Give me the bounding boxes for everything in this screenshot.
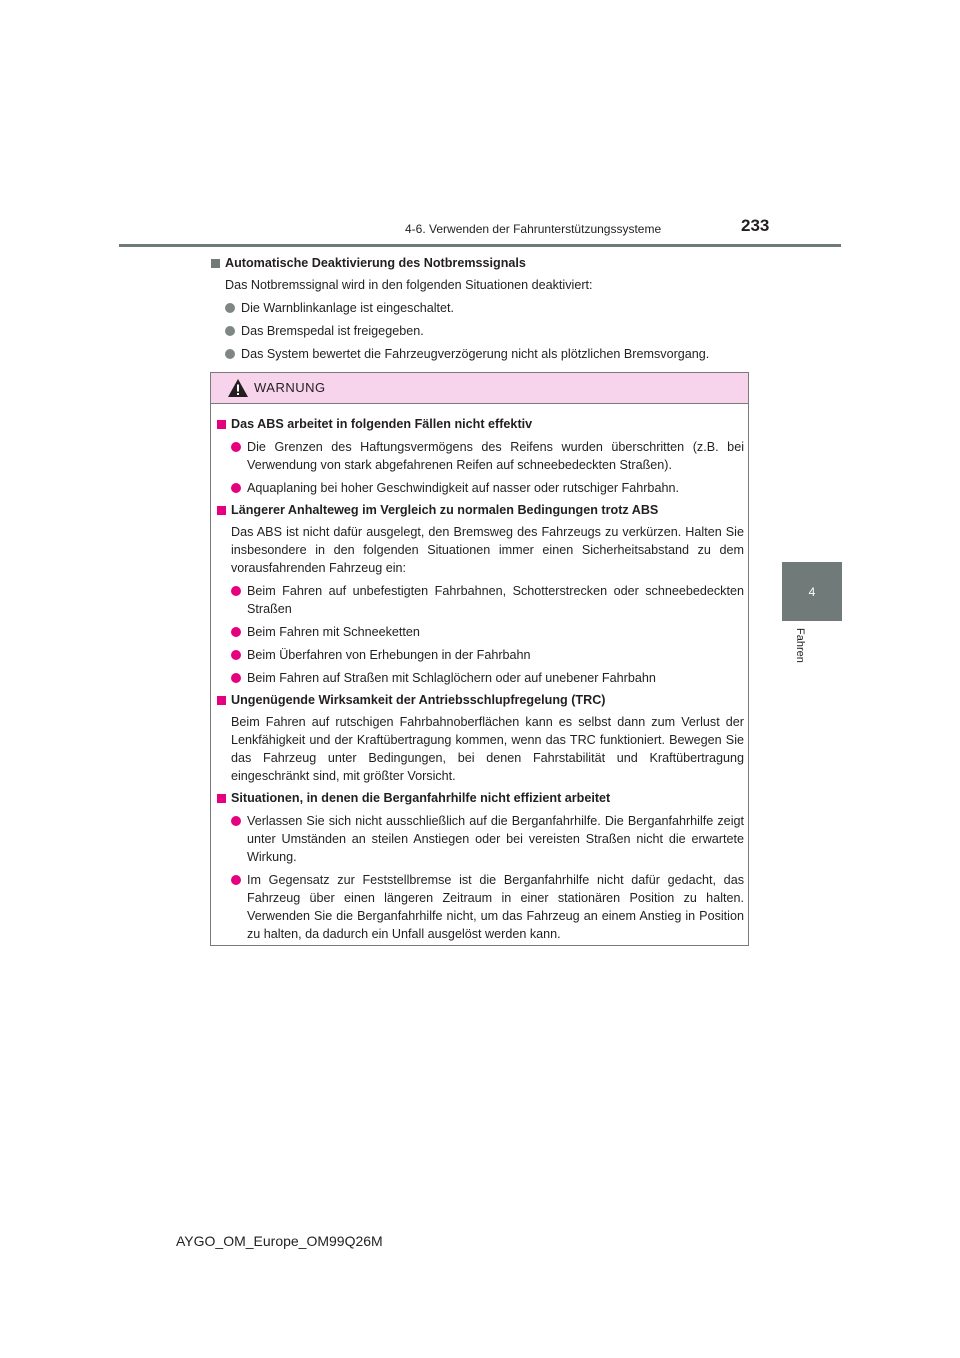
section-title: 4-6. Verwenden der Fahrunterstützungssysteme — [405, 222, 662, 236]
main-content — [211, 255, 751, 363]
section-heading: Automatische Deaktivierung des Notbremssignals — [211, 255, 751, 272]
chapter-tab[interactable] — [782, 562, 842, 621]
warning-header — [211, 373, 748, 404]
warning-heading: Situationen, in denen die Berganfahrhilfe nicht effizient arbeitet — [217, 790, 744, 807]
warning-text: Beim Fahren auf rutschigen Fahrbahnoberflächen kann es selbst dann zum Verlust der Lenkfähigkeit und der Kraftübertragung kommen, wenn das TRC funktioniert. Bewegen Sie das Fahrzeug unter Bedingungen, bei denen Fahrstabilität und Kraftübertragung eingeschränkt sind, mit größter Vorsicht. — [231, 715, 744, 783]
warning-triangle-icon — [227, 378, 249, 398]
list-item: Beim Überfahren von Erhebungen in der Fahrbahn — [217, 646, 744, 664]
document-id: AYGO_OM_Europe_OM99Q26M — [176, 1233, 383, 1249]
chapter-number: 4 — [808, 584, 816, 599]
list-item: Aquaplaning bei hoher Geschwindigkeit auf nasser oder rutschiger Fahrbahn. — [217, 479, 744, 497]
warning-heading: Ungenügende Wirksamkeit der Antriebsschlupfregelung (TRC) — [217, 692, 744, 709]
list-item: Beim Fahren auf unbefestigten Fahrbahnen, Schotterstrecken oder schneebedeckten Straßen — [217, 582, 744, 618]
list-item: Beim Fahren auf Straßen mit Schlaglöchern oder auf unebener Fahrbahn — [217, 669, 744, 687]
warning-heading: Das ABS arbeitet in folgenden Fällen nicht effektiv — [217, 416, 744, 433]
list-item: Verlassen Sie sich nicht ausschließlich auf die Berganfahrhilfe. Die Berganfahrhilfe zeigt unter Umständen an steilen Anstiegen oder bei vereisten Straßen nicht die erwartete Wirkung. — [217, 812, 744, 866]
list-item: Beim Fahren mit Schneeketten — [217, 623, 744, 641]
list-item: Das Bremspedal ist freigegeben. — [211, 322, 751, 340]
warning-title: WARNUNG — [254, 380, 326, 395]
warning-body — [217, 416, 744, 943]
chapter-label: Fahren — [794, 628, 806, 663]
list-item: Das System bewertet die Fahrzeugverzögerung nicht als plötzlichen Bremsvorgang. — [211, 345, 751, 363]
list-item: Die Warnblinkanlage ist eingeschaltet. — [211, 299, 751, 317]
warning-text: Das ABS ist nicht dafür ausgelegt, den Bremsweg des Fahrzeugs zu verkürzen. Halten Sie insbesondere in den folgenden Situationen immer einen Sicherheitsabstand zu dem vorausfahrenden Fahrzeug ein: — [231, 525, 744, 575]
list-item: Im Gegensatz zur Feststellbremse ist die Berganfahrhilfe nicht dafür gedacht, das Fahrzeug über einen längeren Zeitraum in einer stationären Position zu halten. Verwenden Sie die Berganfahrhilfe nicht, um das Fahrzeug an einem Anstieg in Position zu halten, da dadurch ein Unfall ausgelöst werden kann. — [217, 871, 744, 943]
warning-box — [210, 372, 749, 946]
page-number: 233 — [741, 216, 770, 235]
list-item: Die Grenzen des Haftungsvermögens des Reifens wurden überschritten (z.B. bei Verwendung von stark abgefahrenen Reifen auf schneebedeckten Straßen). — [217, 438, 744, 474]
warning-heading: Längerer Anhalteweg im Vergleich zu normalen Bedingungen trotz ABS — [217, 502, 744, 519]
intro-text: Das Notbremssignal wird in den folgenden Situationen deaktiviert: — [225, 278, 593, 292]
header-divider — [119, 244, 841, 247]
